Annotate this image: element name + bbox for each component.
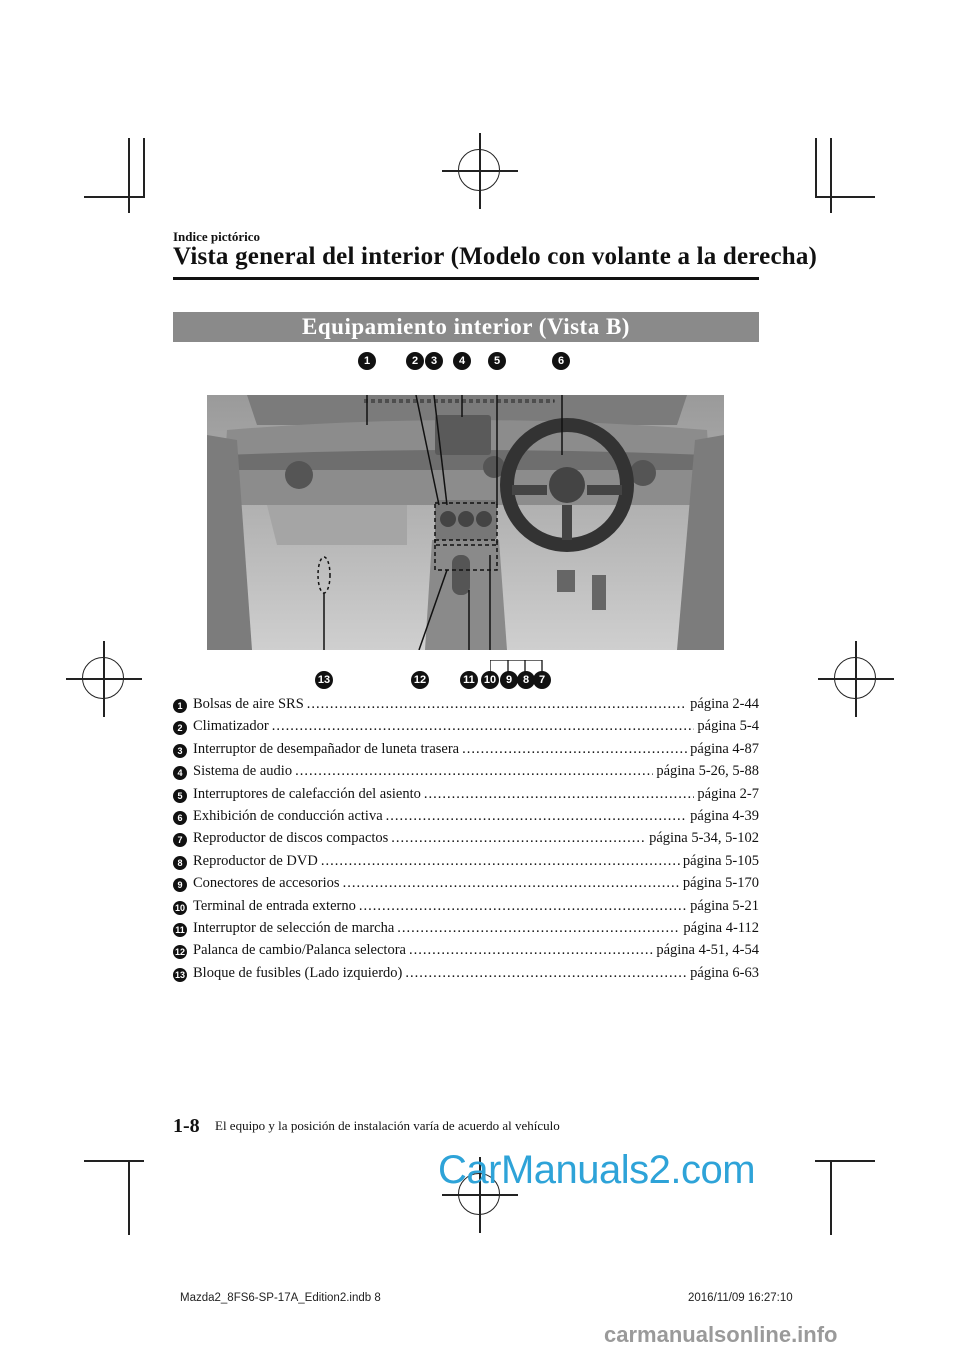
page-number: 1-8 xyxy=(173,1115,200,1137)
leader-dots xyxy=(397,920,680,937)
crop-mark xyxy=(815,196,875,198)
item-label: Terminal de entrada externo xyxy=(193,897,356,914)
leader-dots xyxy=(321,853,680,870)
item-page-ref: página 6-63 xyxy=(690,964,759,981)
item-number: 3 xyxy=(173,744,187,758)
crop-mark xyxy=(815,138,817,198)
item-page-ref: página 4-39 xyxy=(690,807,759,824)
crop-mark xyxy=(84,196,144,198)
list-item xyxy=(173,875,759,897)
print-datetime: 2016/11/09 16:27:10 xyxy=(688,1292,793,1304)
list-item xyxy=(173,853,759,875)
crop-mark xyxy=(143,138,145,198)
item-number: 6 xyxy=(173,811,187,825)
item-label: Interruptor de desempañador de luneta trasera xyxy=(193,740,460,757)
list-item xyxy=(173,920,759,942)
crop-mark xyxy=(84,1160,144,1162)
interior-illustration xyxy=(207,395,724,650)
item-label: Bloque de fusibles (Lado izquierdo) xyxy=(193,964,403,981)
item-label: Interruptor de selección de marcha xyxy=(193,919,395,936)
callout-3: 3 xyxy=(425,352,443,370)
list-item xyxy=(173,786,759,808)
callout-1: 1 xyxy=(358,352,376,370)
item-number: 12 xyxy=(174,947,185,958)
item-number: 10 xyxy=(174,902,185,913)
title-rule xyxy=(173,277,759,280)
print-file-info: Mazda2_8FS6-SP-17A_Edition2.indb 8 xyxy=(180,1292,381,1304)
item-page-ref: página 5-26, 5-88 xyxy=(656,763,759,780)
leader-dots xyxy=(424,786,695,803)
item-number: 5 xyxy=(173,789,187,803)
list-item xyxy=(173,696,759,718)
callout-6: 6 xyxy=(552,352,570,370)
leader-dots xyxy=(405,965,687,982)
crop-mark xyxy=(830,138,832,213)
callout-12: 12 xyxy=(411,671,429,689)
item-number: 8 xyxy=(173,856,187,870)
callout-7: 7 xyxy=(533,671,551,689)
item-label: Conectores de accesorios xyxy=(193,875,340,892)
item-number: 9 xyxy=(173,878,187,892)
leader-dots xyxy=(295,763,653,780)
item-label: Interruptores de calefacción del asiento xyxy=(193,785,421,802)
item-label: Bolsas de aire SRS xyxy=(193,696,304,712)
leader-dots xyxy=(386,808,688,825)
crop-mark xyxy=(815,1160,875,1162)
leader-dots xyxy=(343,875,680,892)
leader-dots xyxy=(409,942,653,959)
section-label: Indice pictórico xyxy=(173,229,261,244)
item-page-ref: página 4-112 xyxy=(683,919,759,936)
item-number: 2 xyxy=(173,721,187,735)
registration-mark xyxy=(66,641,142,717)
list-item xyxy=(173,741,759,763)
item-page-ref: página 5-170 xyxy=(682,875,759,892)
item-page-ref: página 4-51, 4-54 xyxy=(656,942,759,959)
list-item xyxy=(173,763,759,785)
item-page-ref: página 5-34, 5-102 xyxy=(649,830,759,847)
callout-10: 10 xyxy=(481,671,499,689)
list-item xyxy=(173,898,759,920)
registration-mark xyxy=(818,641,894,717)
site-watermark: carmanualsonline.info xyxy=(604,1322,838,1347)
callout-2: 2 xyxy=(406,352,424,370)
section-banner: Equipamiento interior (Vista B) xyxy=(173,312,759,342)
page-title: Vista general del interior (Modelo con volante a la derecha) xyxy=(173,243,818,270)
leader-dots xyxy=(272,718,695,735)
item-number: 7 xyxy=(173,833,187,847)
callout-8: 8 xyxy=(517,671,535,689)
leader-dots xyxy=(359,898,687,915)
crop-mark xyxy=(830,1160,832,1235)
item-list xyxy=(173,696,759,987)
item-label: Sistema de audio xyxy=(193,763,293,780)
item-label: Palanca de cambio/Palanca selectora xyxy=(193,942,406,959)
item-number: 13 xyxy=(174,969,185,980)
list-item xyxy=(173,808,759,830)
item-number: 1 xyxy=(173,699,187,713)
item-number: 4 xyxy=(173,766,187,780)
callout-bracket xyxy=(490,660,550,674)
leader-dots xyxy=(307,696,687,713)
list-item xyxy=(173,830,759,852)
callout-9: 9 xyxy=(500,671,518,689)
footer-note: El equipo y la posición de instalación varía de acuerdo al vehículo xyxy=(215,1118,560,1133)
item-number: 11 xyxy=(173,923,187,937)
callout-13: 13 xyxy=(315,671,333,689)
item-page-ref: página 2-44 xyxy=(690,696,759,712)
list-item xyxy=(173,718,759,740)
item-page-ref: página 5-105 xyxy=(682,852,759,869)
item-page-ref: página 4-87 xyxy=(690,740,759,757)
item-page-ref: página 5-4 xyxy=(697,718,759,735)
list-item xyxy=(173,942,759,964)
item-label: Reproductor de discos compactos xyxy=(193,830,389,847)
item-page-ref: página 5-21 xyxy=(690,897,759,914)
item-label: Reproductor de DVD xyxy=(193,852,318,869)
crop-mark xyxy=(128,1160,130,1235)
registration-mark xyxy=(442,133,518,209)
item-page-ref: página 2-7 xyxy=(697,785,759,802)
callout-11: 11 xyxy=(460,671,478,689)
callout-5: 5 xyxy=(488,352,506,370)
brand-watermark: CarManuals2.com xyxy=(438,1148,756,1192)
item-label: Exhibición de conducción activa xyxy=(193,807,383,824)
item-label: Climatizador xyxy=(193,718,269,735)
leader-dots xyxy=(391,830,646,847)
callout-4: 4 xyxy=(453,352,471,370)
list-item xyxy=(173,965,759,987)
leader-dots xyxy=(462,741,687,758)
crop-mark xyxy=(128,138,130,213)
